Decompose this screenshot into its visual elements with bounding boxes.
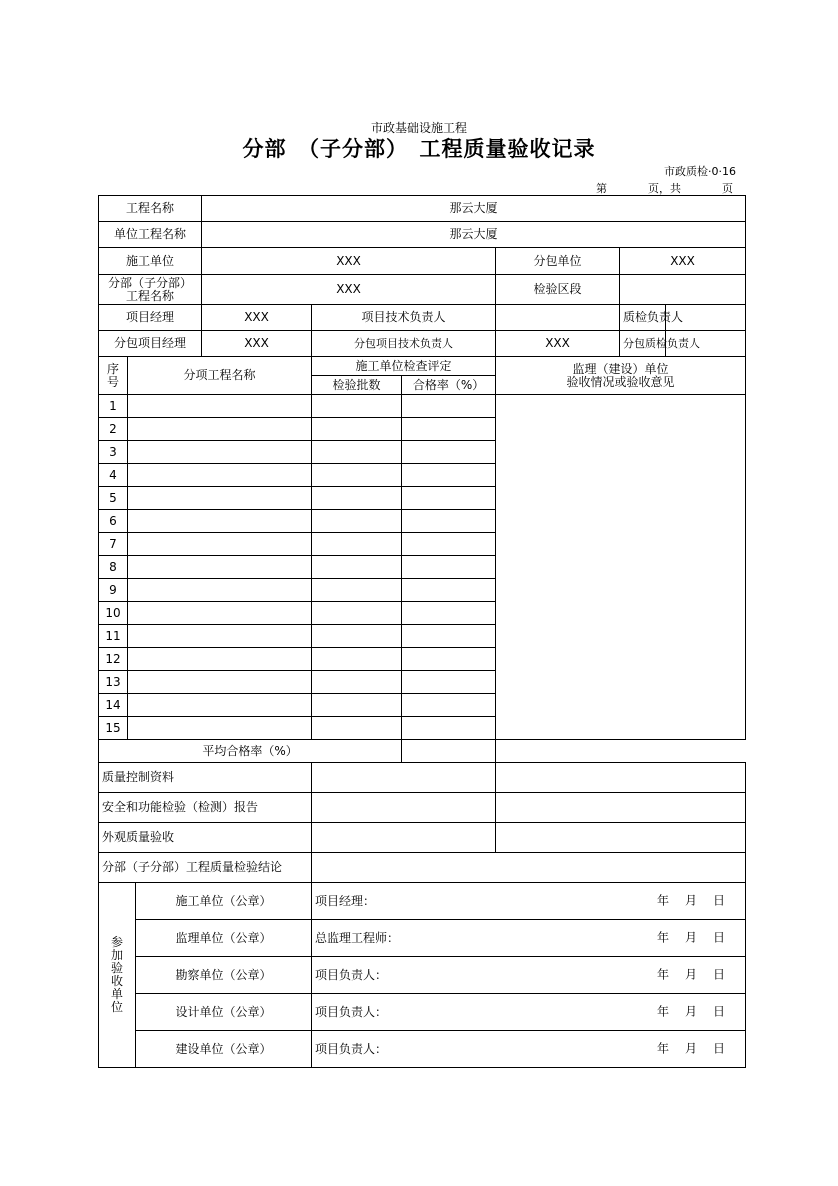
subcontractor-value[interactable]: XXX xyxy=(620,248,746,275)
qc-lead-label: 质检负责人 xyxy=(620,305,666,331)
participant-person: 总监理工程师： xyxy=(315,930,400,945)
batch-count-cell[interactable] xyxy=(312,510,402,533)
batch-count-cell[interactable] xyxy=(312,487,402,510)
seq-cell: 11 xyxy=(99,625,128,648)
project-name-row xyxy=(99,196,746,222)
sign-date xyxy=(657,1043,725,1056)
division-label-line1: 分部（子分部） xyxy=(108,275,193,290)
pass-rate-cell[interactable] xyxy=(402,625,496,648)
form-title: 分部 （子分部） 工程质量验收记录 xyxy=(242,136,596,161)
subcontractor-label: 分包单位 xyxy=(496,248,620,275)
item-name-header: 分项工程名称 xyxy=(128,357,312,395)
seq-cell: 6 xyxy=(99,510,128,533)
sign-day: 日 xyxy=(713,893,726,908)
appearance-opinion[interactable] xyxy=(496,823,746,853)
sub-pm-label: 分包项目经理 xyxy=(99,331,202,357)
item-name-cell[interactable] xyxy=(128,671,312,694)
sign-month: 月 xyxy=(685,1041,698,1056)
page-di: 第 xyxy=(596,182,607,195)
sign-day: 日 xyxy=(713,967,726,982)
participant-unit: 勘察单位（公章） xyxy=(136,957,312,994)
batch-count-header: 检验批数 xyxy=(312,376,402,395)
page-ye-gong: 页，共 xyxy=(648,182,681,195)
item-name-cell[interactable] xyxy=(128,602,312,625)
sub-pm-row xyxy=(99,331,746,357)
quality-control-eval[interactable] xyxy=(312,763,496,793)
item-name-cell[interactable] xyxy=(128,556,312,579)
quality-control-label: 质量控制资料 xyxy=(99,763,312,793)
avg-pass-rate-row xyxy=(99,740,746,763)
contractor-row xyxy=(99,248,746,275)
item-name-cell[interactable] xyxy=(128,487,312,510)
supervisor-header xyxy=(496,357,746,395)
appearance-eval[interactable] xyxy=(312,823,496,853)
unit-project-label: 单位工程名称 xyxy=(99,222,202,248)
seq-cell: 10 xyxy=(99,602,128,625)
pass-rate-cell[interactable] xyxy=(402,579,496,602)
pass-rate-cell[interactable] xyxy=(402,441,496,464)
participant-row xyxy=(99,920,746,957)
pass-rate-cell[interactable] xyxy=(402,694,496,717)
supervisor-header-line2: 验收情况或验收意见 xyxy=(566,374,675,389)
sign-month: 月 xyxy=(685,930,698,945)
pass-rate-cell[interactable] xyxy=(402,717,496,740)
form-number: 市政质检·0·16 xyxy=(664,165,736,178)
item-name-cell[interactable] xyxy=(128,533,312,556)
seq-cell: 9 xyxy=(99,579,128,602)
sub-qc-lead-label: 分包质检负责人 xyxy=(620,331,666,357)
sign-date xyxy=(657,1006,725,1019)
pass-rate-cell[interactable] xyxy=(402,487,496,510)
item-name-cell[interactable] xyxy=(128,418,312,441)
safety-report-eval[interactable] xyxy=(312,793,496,823)
item-name-cell[interactable] xyxy=(128,717,312,740)
supervisor-opinion-cell[interactable] xyxy=(496,395,746,740)
seq-cell: 2 xyxy=(99,418,128,441)
pass-rate-cell[interactable] xyxy=(402,671,496,694)
participant-sign-cell[interactable] xyxy=(312,883,746,920)
sign-month: 月 xyxy=(685,893,698,908)
batch-count-cell[interactable] xyxy=(312,395,402,418)
pass-rate-cell[interactable] xyxy=(402,395,496,418)
sign-day: 日 xyxy=(713,1004,726,1019)
participant-unit: 建设单位（公章） xyxy=(136,1031,312,1068)
division-row xyxy=(99,275,746,305)
items-header-row-1 xyxy=(99,357,746,376)
item-name-cell[interactable] xyxy=(128,625,312,648)
page-ye: 页 xyxy=(722,182,733,195)
division-value[interactable]: XXX xyxy=(202,275,496,305)
seq-cell: 4 xyxy=(99,464,128,487)
batch-count-cell[interactable] xyxy=(312,441,402,464)
conclusion-label: 分部（子分部）工程质量检验结论 xyxy=(99,853,312,883)
participant-row xyxy=(99,957,746,994)
participant-person: 项目经理： xyxy=(315,893,376,908)
batch-count-cell[interactable] xyxy=(312,464,402,487)
sign-month: 月 xyxy=(685,967,698,982)
item-name-cell[interactable] xyxy=(128,395,312,418)
participant-unit: 监理单位（公章） xyxy=(136,920,312,957)
seq-cell: 7 xyxy=(99,533,128,556)
conclusion-value[interactable] xyxy=(312,853,746,883)
quality-control-opinion[interactable] xyxy=(496,763,746,793)
participant-person: 项目负责人： xyxy=(315,967,388,982)
appearance-row xyxy=(99,823,746,853)
item-name-cell[interactable] xyxy=(128,579,312,602)
participants-side-label: 参 加 验 收 单 位 xyxy=(99,883,136,1068)
division-label xyxy=(99,275,202,305)
item-name-cell[interactable] xyxy=(128,510,312,533)
inspection-section-label: 检验区段 xyxy=(496,275,620,305)
seq-cell: 1 xyxy=(99,395,128,418)
participant-person: 项目负责人： xyxy=(315,1041,388,1056)
batch-count-cell[interactable] xyxy=(312,556,402,579)
pass-rate-cell[interactable] xyxy=(402,418,496,441)
table-row xyxy=(99,395,746,418)
supervisor-header-line1: 监理（建设）单位 xyxy=(572,361,669,376)
safety-report-label: 安全和功能检验（检测）报告 xyxy=(99,793,312,823)
tech-lead-value[interactable] xyxy=(496,305,620,331)
sub-tech-lead-label: 分包项目技术负责人 xyxy=(312,331,496,357)
batch-count-cell[interactable] xyxy=(312,602,402,625)
contractor-eval-header: 施工单位检查评定 xyxy=(312,357,496,376)
pass-rate-cell[interactable] xyxy=(402,464,496,487)
sign-year: 年 xyxy=(656,967,669,982)
participant-sign-cell[interactable] xyxy=(312,994,746,1031)
avg-pass-rate-value[interactable] xyxy=(402,740,496,763)
pass-rate-cell[interactable] xyxy=(402,533,496,556)
item-name-cell[interactable] xyxy=(128,441,312,464)
pass-rate-cell[interactable] xyxy=(402,648,496,671)
seq-cell: 15 xyxy=(99,717,128,740)
contractor-label: 施工单位 xyxy=(99,248,202,275)
sub-pm-value[interactable]: XXX xyxy=(202,331,312,357)
pm-value[interactable]: XXX xyxy=(202,305,312,331)
division-label-line2: 工程名称 xyxy=(126,288,175,303)
seq-header: 序 号 xyxy=(99,357,128,395)
inspection-section-value[interactable] xyxy=(620,275,746,305)
participant-unit: 施工单位（公章） xyxy=(136,883,312,920)
batch-count-cell[interactable] xyxy=(312,671,402,694)
seq-cell: 12 xyxy=(99,648,128,671)
unit-project-row xyxy=(99,222,746,248)
participant-row xyxy=(99,994,746,1031)
pm-label: 项目经理 xyxy=(99,305,202,331)
seq-cell: 8 xyxy=(99,556,128,579)
sign-date xyxy=(657,895,725,908)
sign-year: 年 xyxy=(656,1041,669,1056)
seq-cell: 3 xyxy=(99,441,128,464)
pass-rate-cell[interactable] xyxy=(402,510,496,533)
participant-row xyxy=(99,1031,746,1068)
participant-sign-cell[interactable] xyxy=(312,920,746,957)
pass-rate-header: 合格率（%） xyxy=(402,376,496,395)
seq-cell: 13 xyxy=(99,671,128,694)
batch-count-cell[interactable] xyxy=(312,648,402,671)
sign-year: 年 xyxy=(656,930,669,945)
participant-unit: 设计单位（公章） xyxy=(136,994,312,1031)
item-name-cell[interactable] xyxy=(128,464,312,487)
form-subtitle: 市政基础设施工程 xyxy=(370,121,467,135)
safety-report-opinion[interactable] xyxy=(496,793,746,823)
sign-date xyxy=(657,932,725,945)
sign-year: 年 xyxy=(656,893,669,908)
acceptance-record-table xyxy=(98,195,746,1068)
tech-lead-label: 项目技术负责人 xyxy=(312,305,496,331)
appearance-label: 外观质量验收 xyxy=(99,823,312,853)
batch-count-cell[interactable] xyxy=(312,625,402,648)
sign-date xyxy=(657,969,725,982)
quality-control-row xyxy=(99,763,746,793)
item-name-cell[interactable] xyxy=(128,694,312,717)
batch-count-cell[interactable] xyxy=(312,717,402,740)
sign-day: 日 xyxy=(713,1041,726,1056)
sign-year: 年 xyxy=(656,1004,669,1019)
batch-count-cell[interactable] xyxy=(312,418,402,441)
pm-row xyxy=(99,305,746,331)
pass-rate-cell[interactable] xyxy=(402,602,496,625)
batch-count-cell[interactable] xyxy=(312,694,402,717)
batch-count-cell[interactable] xyxy=(312,579,402,602)
unit-project-value[interactable]: 那云大厦 xyxy=(202,222,746,248)
sign-day: 日 xyxy=(713,930,726,945)
project-name-label: 工程名称 xyxy=(99,196,202,222)
sign-month: 月 xyxy=(685,1004,698,1019)
item-name-cell[interactable] xyxy=(128,648,312,671)
participant-person: 项目负责人： xyxy=(315,1004,388,1019)
pass-rate-cell[interactable] xyxy=(402,556,496,579)
batch-count-cell[interactable] xyxy=(312,533,402,556)
contractor-value[interactable]: XXX xyxy=(202,248,496,275)
participant-sign-cell[interactable] xyxy=(312,957,746,994)
conclusion-row xyxy=(99,853,746,883)
sub-tech-lead-value[interactable]: XXX xyxy=(496,331,620,357)
seq-cell: 14 xyxy=(99,694,128,717)
safety-report-row xyxy=(99,793,746,823)
participant-sign-cell[interactable] xyxy=(312,1031,746,1068)
seq-cell: 5 xyxy=(99,487,128,510)
avg-pass-rate-label: 平均合格率（%） xyxy=(99,740,402,763)
project-name-value[interactable]: 那云大厦 xyxy=(202,196,746,222)
participant-row xyxy=(99,883,746,920)
